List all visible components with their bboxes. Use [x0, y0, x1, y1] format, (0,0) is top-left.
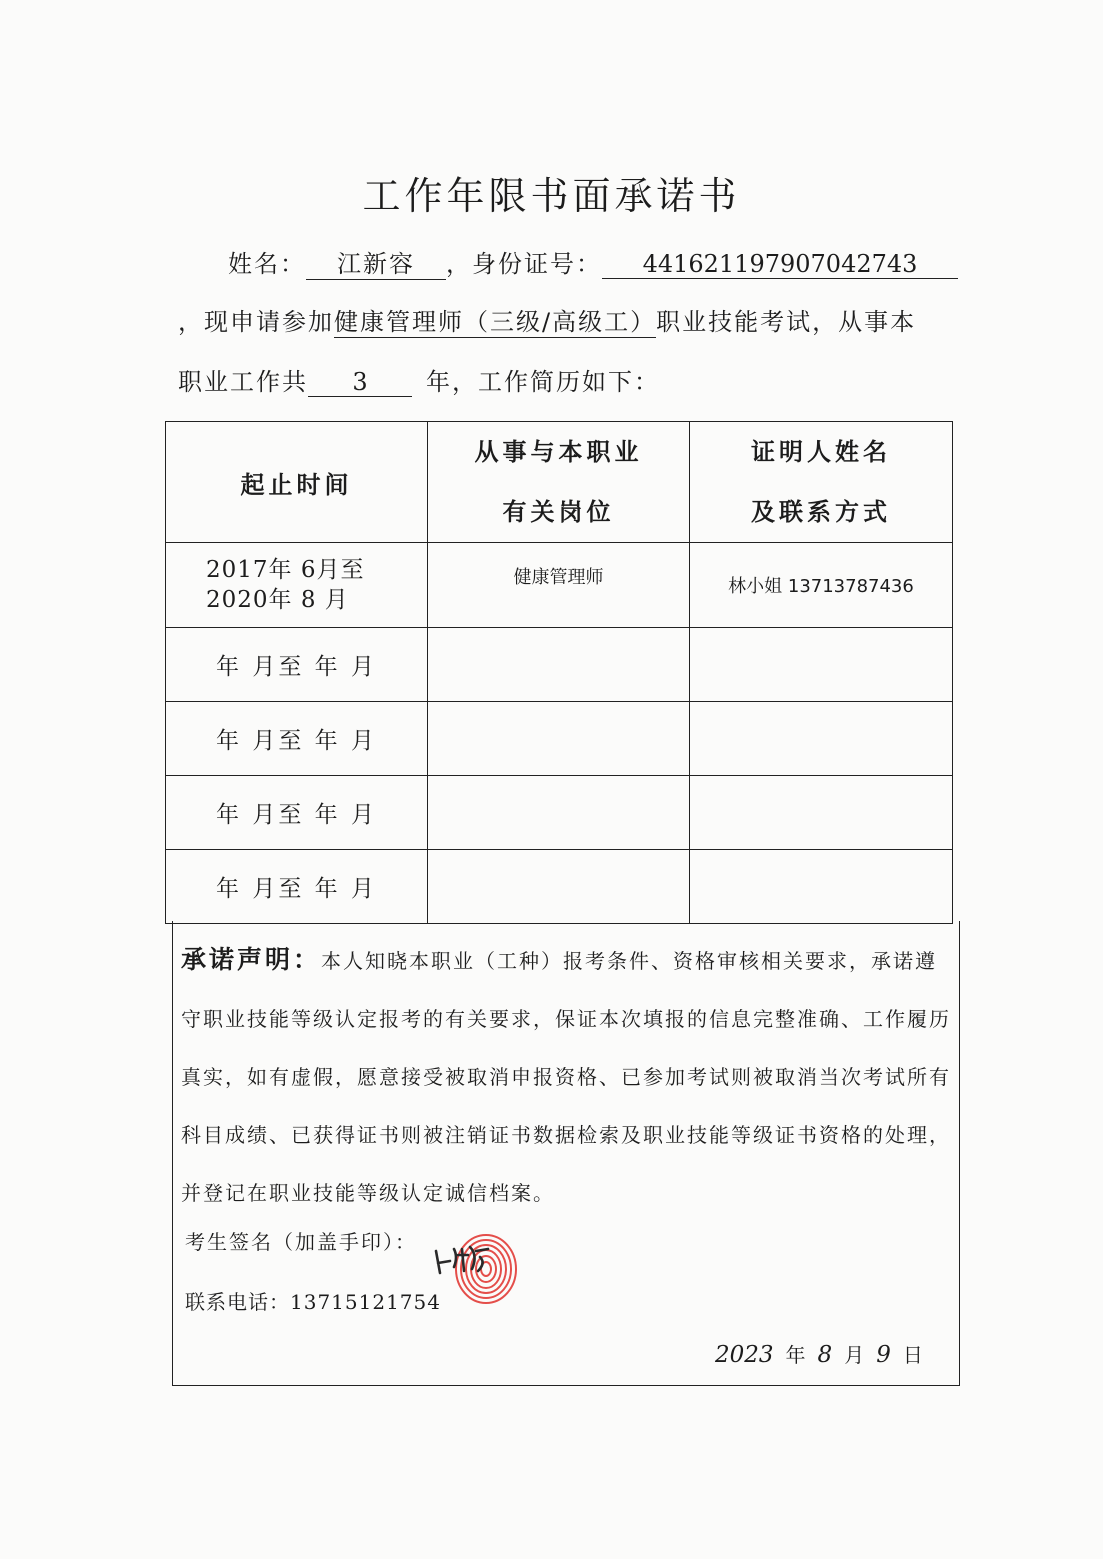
witness-cell [690, 628, 953, 702]
table-row [166, 543, 953, 628]
years-suffix: 年，工作简历如下： [426, 368, 660, 396]
signing-date [703, 1339, 923, 1368]
name-label: 姓名： [228, 250, 306, 278]
years-line [178, 362, 660, 397]
years-prefix: 职业工作共 [178, 368, 308, 396]
id-number-field: 441621197907042743 [602, 250, 958, 279]
fingerprint-signature-icon [428, 1211, 528, 1311]
date-year-unit: 年 [785, 1343, 806, 1367]
application-prefix: ，现申请参加 [178, 308, 334, 336]
phone-line [185, 1286, 441, 1315]
period-cell: 2017年 6月至 2020年 8 月 [166, 543, 428, 628]
signature-label: 考生签名（加盖手印）： [185, 1230, 417, 1254]
date-day-unit: 日 [902, 1343, 923, 1367]
table-header-row [166, 422, 953, 543]
declaration-text [181, 931, 951, 1222]
period-cell: 年 月至 年 月 [166, 702, 428, 776]
position-cell [428, 776, 690, 850]
id-label: ，身份证号： [446, 250, 602, 278]
header-witness: 证明人姓名 及联系方式 [690, 422, 953, 543]
application-line [178, 302, 916, 338]
witness-cell [690, 776, 953, 850]
work-history-table [165, 421, 953, 924]
name-field: 江新容 [306, 244, 446, 280]
witness-cell [690, 850, 953, 924]
period-cell: 年 月至 年 月 [166, 776, 428, 850]
exam-name: 健康管理师（三级/高级工） [334, 302, 656, 338]
date-month: 8 [817, 1342, 833, 1368]
years-field: 3 [308, 368, 412, 397]
position-cell: 健康管理师 [428, 543, 690, 628]
applicant-line [228, 244, 958, 280]
date-month-unit: 月 [844, 1343, 865, 1367]
phone-label: 联系电话： [185, 1290, 290, 1314]
header-position: 从事与本职业 有关岗位 [428, 422, 690, 543]
signature-line [185, 1226, 417, 1255]
witness-cell: 林小姐 13713787436 [690, 543, 953, 628]
position-cell [428, 702, 690, 776]
declaration-heading: 承诺声明： [181, 945, 322, 974]
table-row [166, 702, 953, 776]
declaration-box [172, 921, 960, 1386]
witness-cell [690, 702, 953, 776]
table-row [166, 850, 953, 924]
period-cell: 年 月至 年 月 [166, 628, 428, 702]
declaration-body: 本人知晓本职业（工种）报考条件、资格审核相关要求，承诺遵守职业技能等级认定报考的有关要求，保证本次填报的信息完整准确、工作履历真实，如有虚假，愿意接受被取消申报资格、已参加考试则被取消当次考试所有科目成绩、已获得证书则被注销证书数据检索及职业技能等级证书资格的处理，并登记在职业技能等级认定诚信档案。 [181, 949, 951, 1205]
header-period: 起止时间 [166, 422, 428, 543]
date-year: 2023 [715, 1342, 774, 1368]
document-title: 工作年限书面承诺书 [362, 174, 741, 218]
table-row [166, 776, 953, 850]
table-row [166, 628, 953, 702]
application-suffix: 职业技能考试，从事本 [656, 308, 917, 336]
period-cell: 年 月至 年 月 [166, 850, 428, 924]
position-cell [428, 850, 690, 924]
position-cell [428, 628, 690, 702]
date-day: 9 [876, 1342, 891, 1368]
phone-number: 13715121754 [290, 1290, 441, 1314]
